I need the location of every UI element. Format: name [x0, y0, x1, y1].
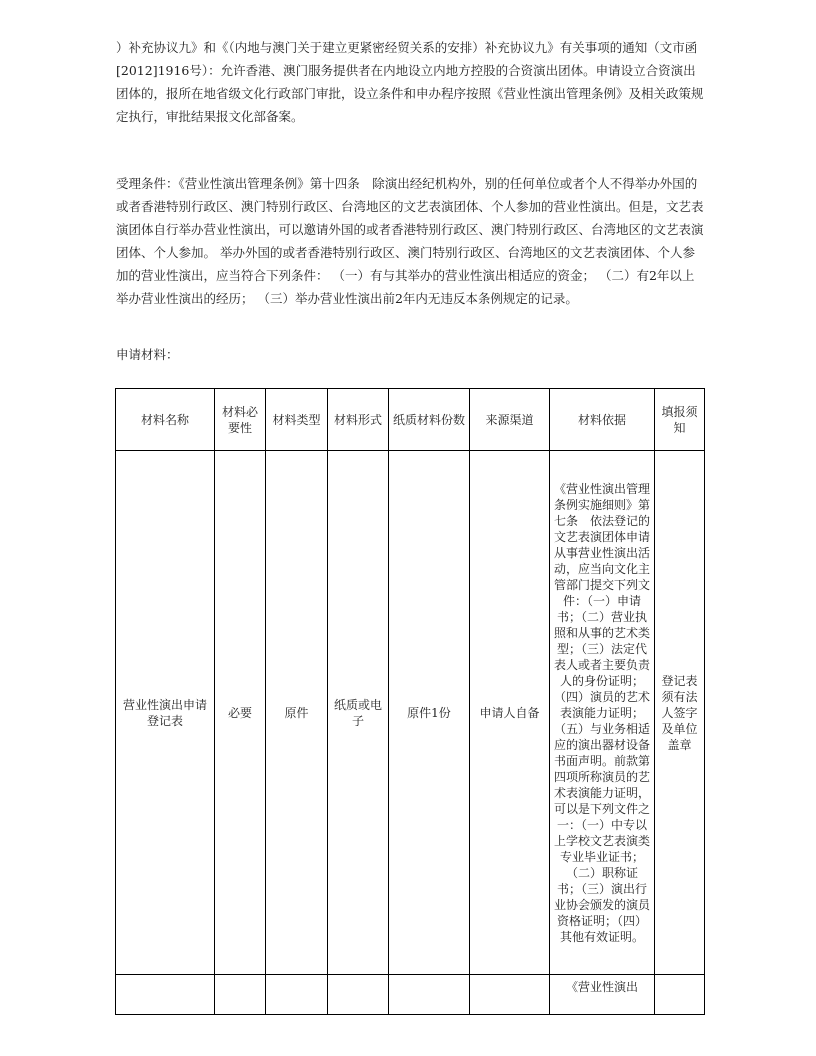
cell-basis: 《营业性演出: [550, 975, 655, 1015]
materials-table: [115, 388, 705, 1015]
cell-necessity: [215, 975, 266, 1015]
header-notes: 填报须知: [655, 389, 705, 451]
cell-source: 申请人自备: [470, 451, 550, 975]
table-header-row: [116, 389, 705, 451]
header-material-form: 材料形式: [328, 389, 389, 451]
cell-paper-copies: 原件1份: [389, 451, 470, 975]
cell-material-type: [266, 975, 328, 1015]
cell-material-name: 营业性演出申请登记表: [116, 451, 215, 975]
cell-necessity: 必要: [215, 451, 266, 975]
cell-material-type: 原件: [266, 451, 328, 975]
cell-notes: 登记表须有法人签字及单位盖章: [655, 451, 705, 975]
cell-notes: [655, 975, 705, 1015]
intro-paragraph: ）补充协议九》和《（内地与澳门关于建立更紧密经贸关系的安排）补充协议九》有关事项的通知（文市函[2012]1916号）：允许香港、澳门服务提供者在内地设立内地方控股的合资演出团体。申请设立合资演出团体的，报所在地省级文化行政部门审批，设立条件和申办程序按照《营业性演出管理条例》及相关政策规定执行，审批结果报文化部备案。: [116, 40, 704, 124]
header-material-name: 材料名称: [116, 389, 215, 451]
header-basis: 材料依据: [550, 389, 655, 451]
header-source: 来源渠道: [470, 389, 550, 451]
header-necessity: 材料必要性: [215, 389, 266, 451]
cell-paper-copies: [389, 975, 470, 1015]
cell-material-form: 纸质或电子: [328, 451, 389, 975]
header-material-type: 材料类型: [266, 389, 328, 451]
header-paper-copies: 纸质材料份数: [389, 389, 470, 451]
cell-material-form: [328, 975, 389, 1015]
cell-source: [470, 975, 550, 1015]
cell-basis: 《营业性演出管理条例实施细则》第七条 依法登记的文艺表演团体申请从事营业性演出活动，应当向文化主管部门提交下列文件：（一）申请书；（二）营业执照和从事的艺术类型；（三）法定代表人或者主要负责人的身份证明；（四）演员的艺术表演能力证明；（五）与业务相适应的演出器材设备书面声明。前款第四项所称演员的艺术表演能力证明，可以是下列文件之一：（一）中专以上学校文艺表演类专业毕业证书；（二）职称证书；（三）演出行业协会颁发的演员资格证明；（四）其他有效证明。: [550, 451, 655, 975]
acceptance-conditions-paragraph: 受理条件：《营业性演出管理条例》第十四条 除演出经纪机构外，别的任何单位或者个人不得举办外国的或者香港特别行政区、澳门特别行政区、台湾地区的文艺表演团体、个人参加的营业性演出。但是，文艺表演团体自行举办营业性演出，可以邀请外国的或者香港特别行政区、澳门特别行政区、台湾地区的文艺表演团体、个人参加。 举办外国的或者香港特别行政区、澳门特别行政区、台湾地区的文艺表演团体、个人参加的营业性演出，应当符合下列条件： （一）有与其举办的营业性演出相适应的资金； （二）有2年以上举办营业性演出的经历； （三）举办营业性演出前2年内无违反本条例规定的记录。: [116, 176, 704, 306]
materials-heading: 申请材料：: [116, 347, 179, 362]
table-row: [116, 975, 705, 1015]
cell-material-name: [116, 975, 215, 1015]
table-row: [116, 451, 705, 975]
